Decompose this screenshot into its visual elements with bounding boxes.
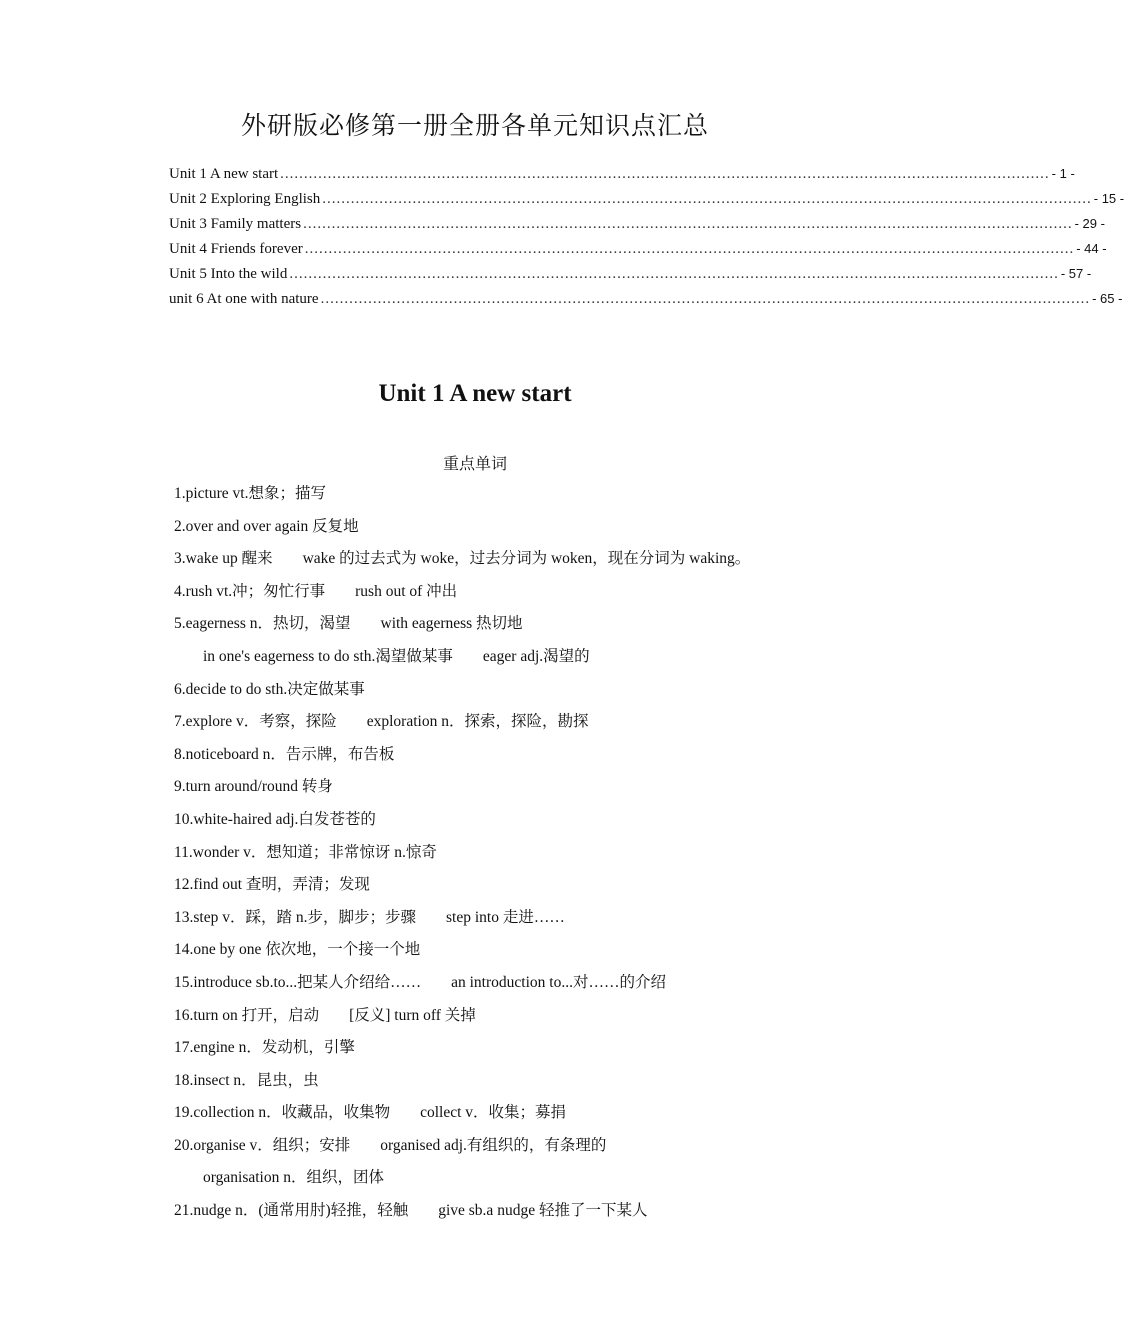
vocab-item-text: 13.step v．踩，踏 n.步，脚步；步骤 — [174, 908, 416, 926]
vocab-item — [174, 1065, 824, 1098]
vocab-item-text: 6.decide to do sth.决定做某事 — [174, 680, 365, 698]
vocab-item-extra: [反义] turn off 关掉 — [349, 1006, 476, 1024]
vocab-item-extra: exploration n．探索，探险，勘探 — [366, 713, 589, 731]
vocab-item-text: 15.introduce sb.to...把某人介绍给…… — [174, 973, 422, 991]
toc-entry[interactable] — [169, 191, 1124, 216]
vocab-item — [174, 771, 824, 804]
vocab-item-text: 19.collection n．收藏品，收集物 — [174, 1104, 391, 1122]
toc-leader-dots: .................................................................................................................................................................. — [304, 241, 1075, 257]
toc-entry[interactable] — [169, 216, 1105, 241]
vocab-item-extra: give sb.a nudge 轻推了一下某人 — [438, 1202, 648, 1220]
vocab-item — [174, 934, 824, 967]
vocab-item-text: organisation n．组织，团体 — [203, 1169, 384, 1187]
vocab-item — [174, 1162, 824, 1195]
vocab-item-extra: collect v．收集；募捐 — [420, 1104, 567, 1122]
toc-leader-dots: .................................................................................................................................................................. — [289, 266, 1059, 282]
toc-entry-page: - 57 - — [1060, 266, 1092, 281]
toc-entry-label: Unit 3 Family matters — [169, 216, 302, 232]
vocab-item-text: 11.wonder v．想知道；非常惊讶 n.惊奇 — [174, 843, 437, 861]
vocab-item — [174, 576, 824, 609]
toc-leader-dots: .................................................................................................................................................................. — [280, 166, 1050, 182]
toc-entry-page: - 65 - — [1092, 291, 1123, 306]
toc-entry-label: Unit 2 Exploring English — [169, 191, 321, 207]
toc-entry[interactable] — [169, 166, 1075, 191]
vocab-item — [174, 837, 824, 870]
vocab-item — [174, 902, 824, 935]
vocab-item-text: 21.nudge n．(通常用肘)轻推，轻触 — [174, 1202, 409, 1220]
vocab-item — [174, 641, 824, 674]
toc-entry-label: Unit 5 Into the wild — [169, 266, 288, 282]
toc-entry-label: Unit 4 Friends forever — [169, 241, 303, 257]
toc-entry-label: Unit 1 A new start — [169, 166, 279, 182]
document-title: 外研版必修第一册全册各单元知识点汇总 — [240, 113, 709, 140]
vocab-item — [174, 739, 824, 772]
toc-leader-dots: .................................................................................................................................................................. — [303, 216, 1073, 232]
vocab-item — [174, 706, 824, 739]
vocab-item-extra: rush out of 冲出 — [355, 582, 458, 600]
vocab-item — [174, 543, 824, 576]
vocab-item-text: 12.find out 查明，弄清；发现 — [174, 876, 370, 894]
toc-entry-page: - 44 - — [1076, 241, 1107, 256]
vocab-item — [174, 1032, 824, 1065]
toc-entry-label: unit 6 At one with nature — [169, 291, 319, 307]
toc-entry-page: - 15 - — [1093, 191, 1124, 206]
vocab-item — [174, 511, 824, 544]
vocab-item-text: 3.wake up 醒来 — [174, 550, 273, 568]
vocab-item — [174, 967, 824, 1000]
vocab-item-extra: organised adj.有组织的，有条理的 — [380, 1136, 607, 1154]
vocab-item-text: 10.white-haired adj.白发苍苍的 — [174, 810, 376, 828]
vocab-item-text: 5.eagerness n．热切，渴望 — [174, 615, 351, 633]
vocab-item-text: in one's eagerness to do sth.渴望做某事 — [203, 647, 453, 665]
unit-heading: Unit 1 A new start — [378, 380, 572, 407]
toc-entry[interactable] — [169, 291, 1123, 316]
vocab-item-extra: step into 走进…… — [445, 908, 565, 926]
vocab-item-extra: wake 的过去式为 woke，过去分词为 woken，现在分词为 waking。 — [302, 550, 751, 568]
vocab-item — [174, 608, 824, 641]
vocab-item — [174, 804, 824, 837]
toc-entry-page: - 29 - — [1074, 216, 1105, 231]
toc-entry[interactable] — [169, 241, 1107, 266]
vocab-item-text: 9.turn around/round 转身 — [174, 778, 333, 796]
vocab-item — [174, 674, 824, 707]
vocab-item-text: 18.insect n．昆虫，虫 — [174, 1071, 319, 1089]
vocab-item-extra: eager adj.渴望的 — [482, 647, 590, 665]
vocab-item-text: 14.one by one 依次地，一个接一个地 — [174, 941, 421, 959]
toc-entry-page: - 1 - — [1051, 166, 1075, 181]
vocab-item-text: 16.turn on 打开，启动 — [174, 1006, 320, 1024]
section-heading: 重点单词 — [442, 456, 507, 473]
vocab-item-text: 7.explore v．考察，探险 — [174, 713, 337, 731]
toc-leader-dots: .................................................................................................................................................................. — [320, 291, 1091, 307]
vocab-item — [174, 869, 824, 902]
toc-entry[interactable] — [169, 266, 1092, 291]
vocab-item-text: 2.over and over again 反复地 — [174, 517, 359, 535]
vocab-item-extra: an introduction to...对……的介绍 — [451, 973, 666, 991]
vocab-item-text: 8.noticeboard n．告示牌，布告板 — [174, 745, 395, 763]
vocab-item-extra: with eagerness 热切地 — [380, 615, 523, 633]
vocabulary-list — [174, 478, 824, 1228]
vocab-item-text: 1.picture vt.想象；描写 — [174, 485, 326, 502]
vocab-item — [174, 1000, 824, 1033]
vocab-item — [174, 1195, 824, 1228]
vocab-item-text: 4.rush vt.冲；匆忙行事 — [174, 582, 326, 600]
vocab-item — [174, 1097, 824, 1130]
vocab-item-text: 20.organise v．组织；安排 — [174, 1136, 351, 1154]
table-of-contents — [169, 166, 1124, 316]
toc-leader-dots: .................................................................................................................................................................. — [322, 191, 1092, 207]
vocab-item — [174, 1130, 824, 1163]
vocab-item — [174, 478, 824, 511]
vocab-item-text: 17.engine n．发动机，引擎 — [174, 1039, 355, 1057]
